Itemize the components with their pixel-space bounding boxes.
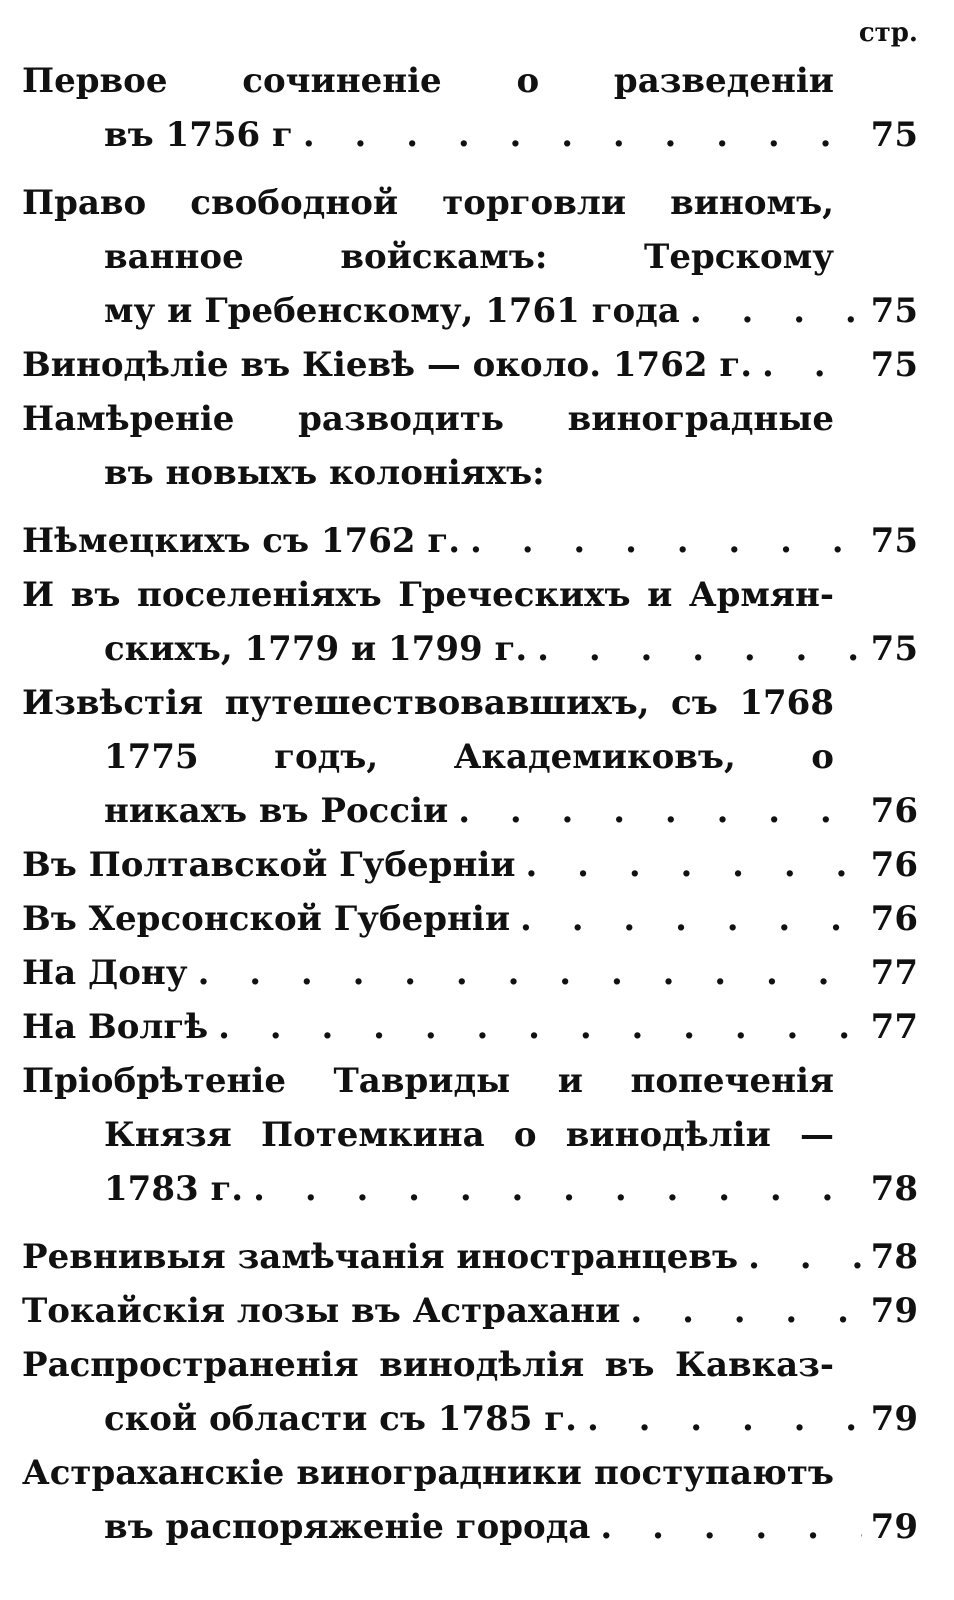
dot-leader (460, 514, 862, 568)
toc-page (22, 12, 918, 1554)
toc-entry-text: Распространенія винодѣлія въ Кавказ- (22, 1345, 834, 1385)
toc-entry-line (22, 108, 918, 162)
toc-entry-text: скихъ, 1779 и 1799 г. (104, 629, 528, 669)
toc-entry-text: На Дону (22, 953, 188, 993)
page-column-label: стр. (858, 18, 918, 48)
toc-entry-text: Нѣмецкихъ съ 1762 г. (22, 521, 461, 561)
toc-page-number: 75 (870, 291, 918, 331)
dot-leader (515, 838, 862, 892)
toc-page-number: 76 (870, 791, 918, 831)
toc-entry-line (22, 54, 918, 108)
toc-entry (22, 1338, 918, 1446)
toc-entry (22, 54, 918, 162)
toc-entry (22, 514, 918, 568)
toc-entry (22, 1054, 918, 1216)
toc-entry-text: Извѣстія путешествовавшихъ, съ 1768 (22, 683, 834, 723)
toc-entry-text: Первое сочиненіе о разведеніи (22, 61, 834, 101)
toc-page-number: 78 (870, 1237, 918, 1277)
toc-entry-line (22, 230, 918, 284)
toc-page-number: 76 (870, 899, 918, 939)
toc-entry-line (22, 730, 918, 784)
toc-entry-text: Въ Полтавской Губерніи (22, 845, 516, 885)
toc-entry (22, 892, 918, 946)
toc-page-number: 77 (870, 1007, 918, 1047)
toc-page-number: 76 (870, 845, 918, 885)
page-column-header (22, 12, 918, 54)
toc-entry-text: Ревнивыя замѣчанія иностранцевъ (22, 1237, 739, 1277)
toc-entry (22, 676, 918, 838)
dot-leader (188, 946, 862, 1000)
dot-leader (293, 108, 862, 162)
toc-entry (22, 176, 918, 338)
toc-entry-line (22, 1108, 918, 1162)
toc-entry-line (22, 1054, 918, 1108)
dot-leader (577, 1392, 862, 1446)
toc-entry-line (22, 784, 918, 838)
dot-leader (510, 892, 862, 946)
toc-entry (22, 1230, 918, 1284)
toc-entry-text: И въ поселеніяхъ Греческихъ и Армян- (22, 575, 834, 615)
dot-leader (590, 1500, 862, 1554)
toc-entry-text: Токайскія лозы въ Астрахани (22, 1291, 621, 1331)
toc-entry (22, 1284, 918, 1338)
toc-entry-text: 1783 г. (104, 1169, 244, 1209)
toc-entry-line (22, 568, 918, 622)
toc-page-number: 79 (870, 1507, 918, 1547)
toc-entry (22, 1000, 918, 1054)
toc-entry-text: въ 1756 г (104, 115, 293, 155)
toc-page-number: 75 (870, 115, 918, 155)
toc-entry-line (22, 1230, 918, 1284)
toc-entry-text: Въ Херсонской Губерніи (22, 899, 511, 939)
toc-entry-line (22, 946, 918, 1000)
toc-page-number: 78 (870, 1169, 918, 1209)
dot-leader (527, 622, 862, 676)
toc-entry-text: му и Гребенскому, 1761 года (104, 291, 680, 331)
toc-entry-line (22, 1338, 918, 1392)
toc-page-number: 75 (870, 629, 918, 669)
toc-entry-line (22, 284, 918, 338)
dot-leader (448, 784, 862, 838)
dot-leader (738, 1230, 862, 1284)
toc-entry-line (22, 622, 918, 676)
toc-entry-line (22, 392, 918, 446)
toc-page-number: 75 (870, 345, 918, 385)
toc-entry (22, 338, 918, 392)
toc-page-number: 77 (870, 953, 918, 993)
toc-entry-line (22, 338, 918, 392)
toc-entry-line (22, 1284, 918, 1338)
toc-page-number: 79 (870, 1291, 918, 1331)
toc-page-number: 75 (870, 521, 918, 561)
dot-leader (243, 1162, 862, 1216)
toc-entry-line (22, 1162, 918, 1216)
dot-leader (752, 338, 862, 392)
toc-entry-text: Право свободной торговли виномъ, (22, 183, 834, 223)
toc-entry (22, 568, 918, 676)
toc-entry-text: Князя Потемкина о винодѣліи — (104, 1115, 834, 1155)
toc-entry-text: На Волгѣ (22, 1007, 209, 1047)
toc-entry-line (22, 1446, 918, 1500)
toc-entry-text: никахъ въ Россіи (104, 791, 449, 831)
toc-entry-text: въ новыхъ колоніяхъ: (104, 453, 545, 493)
toc-entry-line (22, 514, 918, 568)
toc-entry-text: ванное войскамъ: Терскому (104, 237, 834, 277)
toc-entry-text: Винодѣліе въ Кіевѣ — около. 1762 г. (22, 345, 753, 385)
toc-entry-line (22, 176, 918, 230)
toc-entry-line (22, 446, 918, 500)
toc-entry-line (22, 838, 918, 892)
toc-entry-line (22, 1500, 918, 1554)
toc-entry-line (22, 676, 918, 730)
dot-leader (680, 284, 862, 338)
toc-entry-text: Намѣреніе разводить виноградные (22, 399, 834, 439)
toc-entry-line (22, 1000, 918, 1054)
dot-leader (208, 1000, 862, 1054)
toc-entry-text: Астраханскіе виноградники поступаютъ (22, 1453, 834, 1493)
dot-leader (620, 1284, 862, 1338)
toc-entry-text: Пріобрѣтеніе Тавриды и попеченія (22, 1061, 834, 1101)
toc-entry (22, 392, 918, 500)
toc-page-number: 79 (870, 1399, 918, 1439)
toc-entry-text: 1775 годъ, Академиковъ, о (104, 737, 834, 777)
toc-entry-line (22, 1392, 918, 1446)
toc-entry-text: ской области съ 1785 г. (104, 1399, 577, 1439)
toc-entry-list (22, 54, 918, 1554)
toc-entry (22, 1446, 918, 1554)
toc-entry-line (22, 892, 918, 946)
toc-entry-text: въ распоряженіе города (104, 1507, 591, 1547)
toc-entry (22, 838, 918, 892)
toc-entry (22, 946, 918, 1000)
